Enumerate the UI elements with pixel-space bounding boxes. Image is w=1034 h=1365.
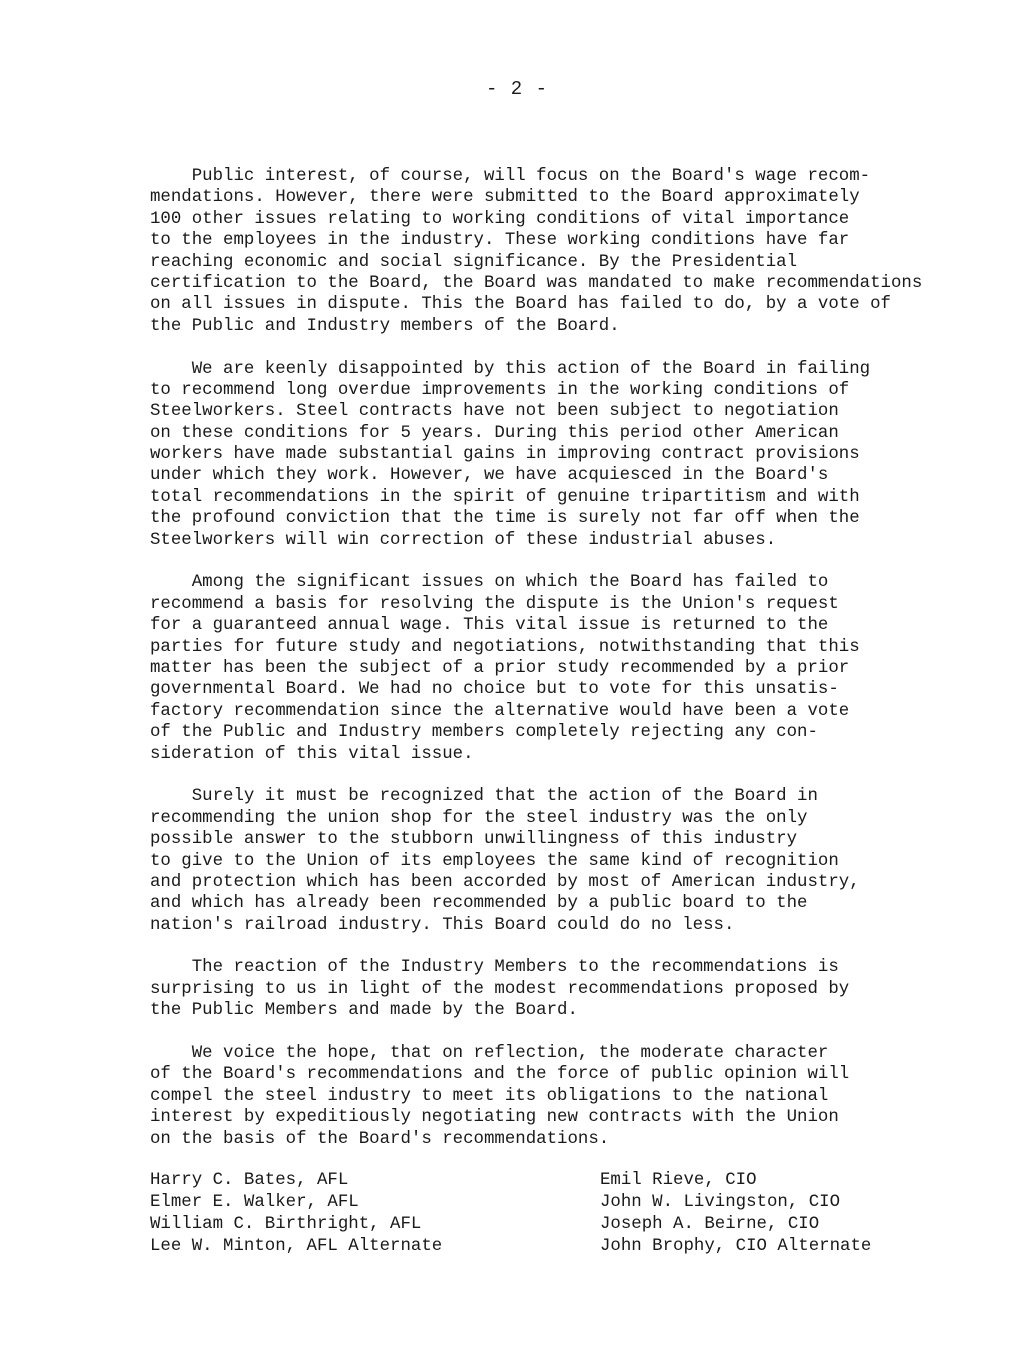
- paragraph-wage-recommendations: [150, 166, 950, 337]
- afl-signatories: [150, 1170, 600, 1258]
- signatory-name: Elmer E. Walker, AFL: [150, 1193, 359, 1212]
- text-line: interest by expeditiously negotiating new contracts with the Union: [150, 1108, 839, 1128]
- text-line: factory recommendation since the alternative would have been a vote: [150, 701, 850, 721]
- text-line: on these conditions for 5 years. During this period other American: [150, 423, 839, 443]
- text-line: parties for future study and negotiations, notwithstanding that this: [150, 637, 860, 657]
- text-line: matter has been the subject of a prior study recommended by a prior: [150, 658, 850, 678]
- text-line: and protection which has been accorded by most of American industry,: [150, 872, 860, 892]
- text-line: the Public Members and made by the Board.: [150, 1001, 578, 1021]
- paragraph-hope: [150, 1043, 950, 1150]
- signature-block: [150, 1170, 910, 1258]
- text-line: reaching economic and social significance. By the Presidential: [150, 252, 798, 272]
- text-line: under which they work. However, we have acquiesced in the Board's: [150, 466, 829, 486]
- text-line: surprising to us in light of the modest recommendations proposed by: [150, 979, 850, 999]
- text-line: on all issues in dispute. This the Board has failed to do, by a vote of: [150, 295, 891, 315]
- letter-body: [150, 166, 950, 1171]
- text-line: 100 other issues relating to working conditions of vital importance: [150, 209, 850, 229]
- text-line: to give to the Union of its employees the same kind of recognition: [150, 851, 839, 871]
- text-line: total recommendations in the spirit of genuine tripartitism and with: [150, 487, 860, 507]
- text-line: of the Public and Industry members completely rejecting any con-: [150, 723, 818, 743]
- text-line: nation's railroad industry. This Board could do no less.: [150, 915, 735, 935]
- text-line: to recommend long overdue improvements in the working conditions of: [150, 380, 850, 400]
- cio-signatories: [600, 1170, 910, 1258]
- signatory-name: John Brophy, CIO Alternate: [600, 1237, 872, 1256]
- paragraph-disappointment: [150, 359, 950, 552]
- text-line: and which has already been recommended by a public board to the: [150, 894, 808, 914]
- text-line: Public interest, of course, will focus on the Board's wage recom-: [150, 167, 871, 186]
- paragraph-guaranteed-wage: [150, 572, 950, 765]
- paragraph-union-shop: [150, 786, 950, 936]
- text-line: possible answer to the stubborn unwillingness of this industry: [150, 830, 798, 850]
- text-line: the Public and Industry members of the Board.: [150, 316, 620, 336]
- text-line: for a guaranteed annual wage. This vital issue is returned to the: [150, 616, 829, 636]
- text-line: Surely it must be recognized that the action of the Board in: [150, 787, 818, 807]
- text-line: the profound conviction that the time is surely not far off when the: [150, 509, 860, 529]
- text-line: sideration of this vital issue.: [150, 744, 474, 764]
- signatory-name: Joseph A. Beirne, CIO: [600, 1215, 820, 1234]
- signatory-name: John W. Livingston, CIO: [600, 1193, 841, 1212]
- text-line: governmental Board. We had no choice but to vote for this unsatis-: [150, 680, 839, 700]
- text-line: workers have made substantial gains in improving contract provisions: [150, 445, 860, 465]
- text-line: of the Board's recommendations and the force of public opinion will: [150, 1065, 850, 1085]
- signatory-name: William C. Birthright, AFL: [150, 1215, 422, 1234]
- text-line: We voice the hope, that on reflection, the moderate character: [150, 1044, 829, 1064]
- signatory-name: Emil Rieve, CIO: [600, 1171, 757, 1190]
- text-line: certification to the Board, the Board was mandated to make recommendations: [150, 273, 923, 293]
- text-line: on the basis of the Board's recommendations.: [150, 1129, 610, 1149]
- text-line: Among the significant issues on which the Board has failed to: [150, 573, 829, 593]
- text-line: We are keenly disappointed by this action of the Board in failing: [150, 359, 871, 379]
- text-line: mendations. However, there were submitted to the Board approximately: [150, 188, 860, 208]
- signatory-name: Harry C. Bates, AFL: [150, 1171, 349, 1190]
- text-line: recommending the union shop for the steel industry was the only: [150, 808, 808, 828]
- text-line: compel the steel industry to meet its obligations to the national: [150, 1086, 829, 1106]
- text-line: Steelworkers will win correction of these industrial abuses.: [150, 530, 777, 550]
- text-line: Steelworkers. Steel contracts have not been subject to negotiation: [150, 402, 839, 422]
- paragraph-industry-reaction: [150, 957, 950, 1021]
- text-line: The reaction of the Industry Members to the recommendations is: [150, 958, 839, 978]
- page-number: - 2 -: [485, 78, 548, 100]
- text-line: to the employees in the industry. These working conditions have far: [150, 231, 850, 251]
- signatory-name: Lee W. Minton, AFL Alternate: [150, 1237, 443, 1256]
- text-line: recommend a basis for resolving the dispute is the Union's request: [150, 594, 839, 614]
